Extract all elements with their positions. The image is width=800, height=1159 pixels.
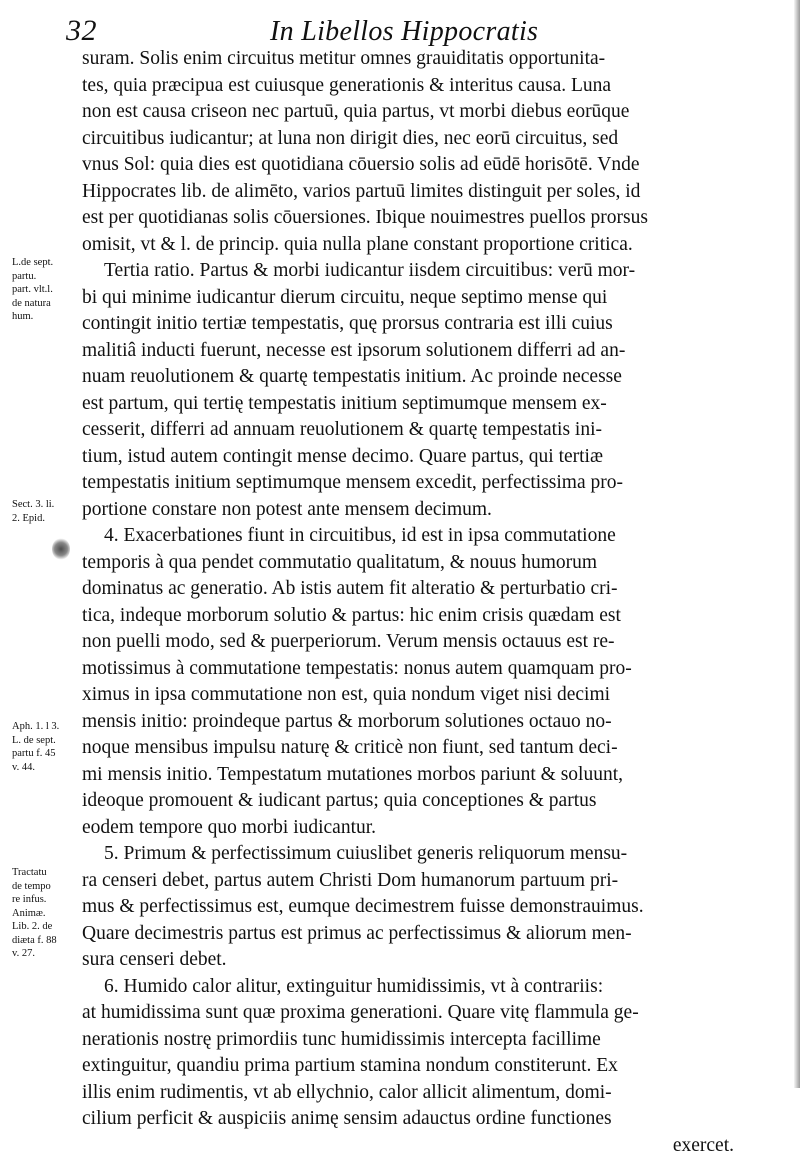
text-line: contingit initio tertiæ tempestatis, quę prorsus contraria est illi cuius (82, 311, 742, 338)
text-line: illis enim rudimentis, vt ab ellychnio, calor allicit alimentum, domi- (82, 1080, 742, 1107)
text-line: non puelli modo, sed & puerperiorum. Verum mensis octauus est re- (82, 629, 742, 656)
text-line: extinguitur, quandiu prima partium stamina nondum constiterunt. Ex (82, 1053, 742, 1080)
text-line: ideoque promouent & iudicant partus; quia conceptiones & partus (82, 788, 742, 815)
text-line: circuitibus iudicantur; at luna non dirigit dies, nec eorū circuitus, sed (82, 126, 742, 153)
page-edge-shadow (794, 0, 800, 1088)
text-line: eodem tempore quo morbi iudicantur. (82, 815, 742, 842)
body-text (82, 46, 742, 1159)
text-line: tes, quia præcipua est cuiusque generationis & interitus causa. Luna (82, 73, 742, 100)
page-header (60, 8, 760, 48)
catchword-line: exercet. (82, 1133, 742, 1159)
paragraph-start-line: 6. Humido calor alitur, extinguitur humidissimis, vt à contrariis: (82, 974, 742, 1001)
page-number: 32 (66, 14, 97, 48)
margin-note-line: Tractatu (12, 866, 92, 880)
text-line: tica, indeque morborum solutio & partus: hic enim crisis quædam est (82, 603, 742, 630)
paragraph-start-line: Tertia ratio. Partus & morbi iudicantur iisdem circuitibus: verū mor- (82, 258, 742, 285)
margin-note-line: Aph. 1. l 3. (12, 720, 92, 734)
ink-stain (52, 538, 70, 560)
text-line: mus & perfectissimus est, eumque decimestrem fuisse demonstrauimus. (82, 894, 742, 921)
text-line: malitiâ inducti fuerunt, necesse est ipsorum solutionem differri ad an- (82, 338, 742, 365)
text-line: cilium perficit & auspiciis animę sensim adauctus ordine functiones (82, 1106, 742, 1133)
text-line: ra censeri debet, partus autem Christi Dom humanorum partuum pri- (82, 868, 742, 895)
text-line: sura censeri debet. (82, 947, 742, 974)
text-line: portione constare non potest ante mensem decimum. (82, 497, 742, 524)
text-line: nuam reuolutionem & quartę tempestatis initium. Ac proinde necesse (82, 364, 742, 391)
margin-note-epidemics (12, 498, 92, 525)
margin-note-line: partu f. 45 (12, 747, 92, 761)
text-line: tempestatis initium septimumque mensem excedit, perfectissima pro- (82, 470, 742, 497)
margin-note-line: part. vlt.l. (12, 283, 92, 297)
text-line: est per quotidianas solis cōuersiones. Ibique nouimestres puellos prorsus (82, 205, 742, 232)
text-line: Quare decimestris partus est primus ac perfectissimus & aliorum men- (82, 921, 742, 948)
text-line: mensis initio: proindeque partus & morborum solutiones octauo no- (82, 709, 742, 736)
margin-note-tractatu (12, 866, 92, 961)
text-line: motissimus à commutatione tempestatis: nonus autem quamquam pro- (82, 656, 742, 683)
paragraph-start-line: 5. Primum & perfectissimum cuiuslibet generis reliquorum mensu- (82, 841, 742, 868)
margin-note-de-septimestri (12, 256, 92, 324)
text-line: est partum, qui tertię tempestatis initium septimumque mensem ex- (82, 391, 742, 418)
text-line: noque mensibus impulsu naturę & criticè non fiunt, sed tantum deci- (82, 735, 742, 762)
margin-note-line: v. 27. (12, 947, 92, 961)
margin-note-line: hum. (12, 310, 92, 324)
text-line: suram. Solis enim circuitus metitur omnes grauiditatis opportunita- (82, 46, 742, 73)
text-line: bi qui minime iudicantur dierum circuitu, neque septimo mense qui (82, 285, 742, 312)
margin-note-line: Animæ. (12, 907, 92, 921)
margin-note-line: de natura (12, 297, 92, 311)
margin-note-line: v. 44. (12, 761, 92, 775)
text-line: Hippocrates lib. de alimēto, varios partuū limites distinguit per soles, id (82, 179, 742, 206)
text-line: at humidissima sunt quæ proxima generationi. Quare vitę flammula ge- (82, 1000, 742, 1027)
text-line: temporis à qua pendet commutatio qualitatum, & nouus humorum (82, 550, 742, 577)
margin-note-line: Lib. 2. de (12, 920, 92, 934)
text-line: cesserit, differri ad annuam reuolutionem & quartę tempestatis ini- (82, 417, 742, 444)
margin-note-line: re infus. (12, 893, 92, 907)
text-line: nerationis nostrę primordiis tunc humidissimis intercepta facillime (82, 1027, 742, 1054)
margin-note-line: diæta f. 88 (12, 934, 92, 948)
text-line: ximus in ipsa commutatione non est, quia nondum viget nisi decimi (82, 682, 742, 709)
margin-note-line: de tempo (12, 880, 92, 894)
text-line: non est causa criseon nec partuū, quia partus, vt morbi diebus eorūque (82, 99, 742, 126)
margin-note-line: 2. Epid. (12, 512, 92, 526)
margin-note-line: partu. (12, 270, 92, 284)
text-line: tium, istud autem contingit mense decimo. Quare partus, qui tertiæ (82, 444, 742, 471)
text-line: omisit, vt & l. de princip. quia nulla plane constant proportione critica. (82, 232, 742, 259)
margin-note-line: Sect. 3. li. (12, 498, 92, 512)
margin-note-aphorisms (12, 720, 92, 774)
text-line: mi mensis initio. Tempestatum mutationes morbos pariunt & soluunt, (82, 762, 742, 789)
margin-note-line: L.de sept. (12, 256, 92, 270)
text-line: dominatus ac generatio. Ab istis autem fit alteratio & perturbatio cri- (82, 576, 742, 603)
paragraph-start-line: 4. Exacerbationes fiunt in circuitibus, id est in ipsa commutatione (82, 523, 742, 550)
text-line: vnus Sol: quia dies est quotidiana cōuersio solis ad eūdē horisōtē. Vnde (82, 152, 742, 179)
running-title: In Libellos Hippocratis (270, 16, 538, 48)
margin-note-line: L. de sept. (12, 734, 92, 748)
